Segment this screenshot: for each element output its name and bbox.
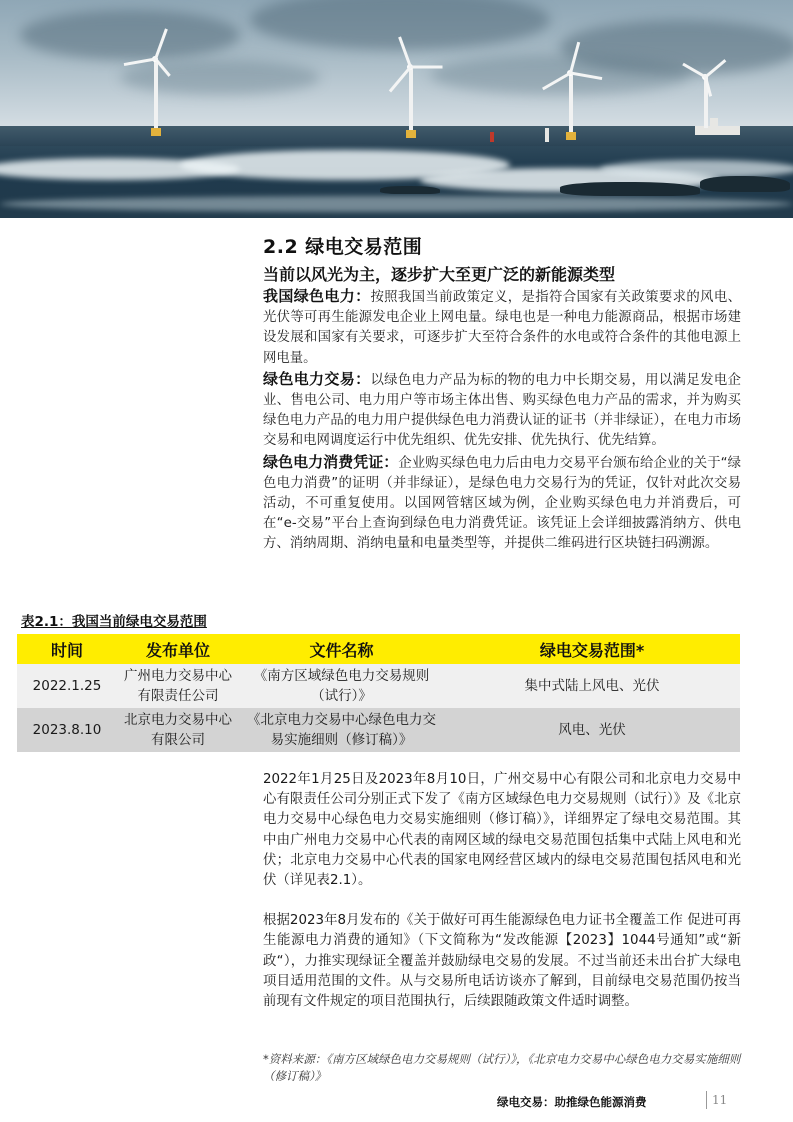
cell-publisher: 广州电力交易中心有限责任公司 xyxy=(117,664,239,708)
cell-publisher: 北京电力交易中心有限公司 xyxy=(117,708,239,752)
cell-document: 《北京电力交易中心绿色电力交易实施细则（修订稿）》 xyxy=(239,708,444,752)
definition-text: 按照我国当前政策定义，是指符合国家有关政策要求的风电、光伏等可再生能源发电企业上网电量。绿电也是一种电力能源商品，根据市场建设发展和国家有关要求，可逐步扩大至符合条件的水电或符合条件的其他电源上网电量。 xyxy=(263,290,741,366)
definition-text: 企业购买绿色电力后由电力交易平台颁布给企业的关于“绿色电力消费”的证明（并非绿证），是绿色电力交易行为的凭证，仅针对此次交易活动，不可重复使用。以国网管辖区域为例，企业购买绿色电力并消费后，可在“e-交易”平台上查询到绿色电力消费凭证。该凭证上会详细披露消纳方、供电方、消纳周期、消纳电量和电量类型等，并提供二维码进行区块链扫码溯源。 xyxy=(263,455,741,552)
definition-term: 我国绿色电力： xyxy=(263,287,371,305)
definition-green-power xyxy=(263,286,741,369)
definition-text: 以绿色电力产品为标的物的电力中长期交易，用以满足发电企业、售电公司、电力用户等市场主体出售、购买绿色电力产品的需求，并为购买绿色电力产品的电力用户提供绿色电力消费认证的证书（并非绿证），在电力市场交易和电网调度运行中优先组织、优先安排、优先执行、优先结算。 xyxy=(263,372,741,449)
analysis-text xyxy=(263,770,741,1032)
source-note: *资料来源：《南方区域绿色电力交易规则（试行）》，《北京电力交易中心绿色电力交易实施细则（修订稿）》 xyxy=(263,1052,741,1083)
section-title: 2.2 绿电交易范围 xyxy=(263,236,423,258)
table-header-row xyxy=(17,634,740,664)
cell-document: 《南方区域绿色电力交易规则（试行）》 xyxy=(239,664,444,708)
paragraph: 2022年1月25日及2023年8月10日，广州交易中心有限公司和北京电力交易中心有限责任公司分别正式下发了《南方区域绿色电力交易规则（试行）》及《北京电力交易中心绿色电力交易实施细则（修订稿）》，详细界定了绿电交易范围。其中由广州电力交易中心代表的南网区域的绿电交易范围包括集中式陆上风电和光伏；北京电力交易中心代表的国家电网经营区域内的绿电交易范围包括风电和光伏（详见表2.1）。 xyxy=(263,772,741,889)
section-subtitle: 当前以风光为主，逐步扩大至更广泛的新能源类型 xyxy=(263,265,616,284)
trading-scope-table xyxy=(17,634,740,752)
cell-scope: 集中式陆上风电、光伏 xyxy=(444,664,740,708)
paragraph: 根据2023年8月发布的《关于做好可再生能源绿色电力证书全覆盖工作 促进可再生能源电力消费的通知》（下文简称为“发改能源【2023】1044号通知”或“新政“），力推实现绿证全覆盖并鼓励绿电交易的发展。不过当前还未出台扩大绿电项目适用范围的文件。从与交易所电话访谈亦了解到，目前绿电交易范围仍按当前现有文件规定的项目范围执行，后续跟随政策文件适时调整。 xyxy=(263,913,741,1010)
column-header: 绿电交易范围* xyxy=(444,634,740,664)
cell-date: 2023.8.10 xyxy=(17,708,117,752)
definition-consumption-certificate xyxy=(263,452,741,555)
definition-green-trading xyxy=(263,369,741,452)
table-row xyxy=(17,664,740,708)
hero-photo xyxy=(0,0,793,218)
column-header: 发布单位 xyxy=(117,634,239,664)
table-row xyxy=(17,708,740,752)
column-header: 时间 xyxy=(17,634,117,664)
definitions-block xyxy=(263,286,741,555)
table-caption: 表2.1：我国当前绿电交易范围 xyxy=(21,614,207,630)
cell-date: 2022.1.25 xyxy=(17,664,117,708)
cell-scope: 风电、光伏 xyxy=(444,708,740,752)
column-header: 文件名称 xyxy=(239,634,444,664)
definition-term: 绿色电力交易： xyxy=(263,369,371,388)
footer-title: 绿电交易：助推绿色能源消费 xyxy=(497,1095,647,1109)
footer-divider xyxy=(706,1091,707,1109)
page-number: 11 xyxy=(712,1093,728,1107)
definition-term: 绿色电力消费凭证： xyxy=(263,452,399,471)
